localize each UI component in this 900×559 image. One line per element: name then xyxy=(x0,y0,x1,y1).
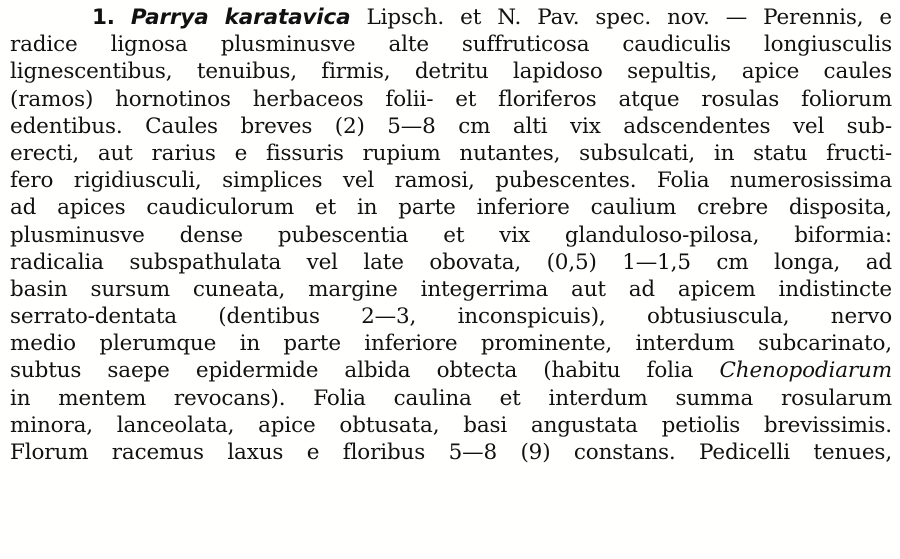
italic-taxon: Chenopodiarum xyxy=(719,358,892,384)
species-epithet: karatavica xyxy=(224,5,351,30)
text-line-13: medio plerumque in parte inferiore prominente, interdum subcarinato, xyxy=(10,331,892,357)
text-line-3: lignescentibus, tenuibus, firmis, detritu lapidoso sepultis, apice caules xyxy=(10,59,892,85)
text-line-12: serrato-dentata (dentibus 2—3, inconspicuis), obtusiuscula, nervo xyxy=(10,304,892,330)
text-line-14 xyxy=(10,357,892,384)
text-line-1 xyxy=(10,4,892,31)
text-line-17: Florum racemus laxus e floribus 5—8 (9) constans. Pedicelli tenues, xyxy=(10,440,892,465)
text-line-16: minora, lanceolata, apice obtusata, basi angustata petiolis brevissimis. xyxy=(10,412,892,438)
genus-name: Parrya xyxy=(130,5,209,30)
text-line-9: plusminusve dense pubescentia et vix glanduloso-pilosa, biformia: xyxy=(10,222,892,248)
text-line-7: fero rigidiusculi, simplices vel ramosi, pubescentes. Folia numerosissima xyxy=(10,168,892,194)
text-line-2: radice lignosa plusminusve alte suffruticosa caudiculis longiusculis xyxy=(10,32,892,58)
text-line-6: erecti, aut rarius e fissuris rupium nutantes, subsulcati, in statu fructi- xyxy=(10,140,892,166)
species-description xyxy=(10,4,892,466)
text-line-5: edentibus. Caules breves (2) 5—8 cm alti vix adscendentes vel sub- xyxy=(10,113,892,139)
text-line-4: (ramos) hornotinos herbaceos folii- et floriferos atque rosulas foliorum xyxy=(10,86,892,112)
entry-number: 1. xyxy=(92,5,115,30)
text-line-11: basin sursum cuneata, margine integerrima aut ad apicem indistincte xyxy=(10,276,892,302)
line-text: Lipsch. et N. Pav. spec. nov. — Perennis, e xyxy=(350,5,893,30)
text-line-8: ad apices caudiculorum et in parte inferiore caulium crebre disposita, xyxy=(10,195,892,221)
line-text: subtus saepe epidermide albida obtecta (habitu folia xyxy=(10,358,720,384)
text-line-15: in mentem revocans). Folia caulina et interdum summa rosularum xyxy=(10,385,892,411)
text-line-10: radicalia subspathulata vel late obovata, (0,5) 1—1,5 cm longa, ad xyxy=(10,249,892,275)
